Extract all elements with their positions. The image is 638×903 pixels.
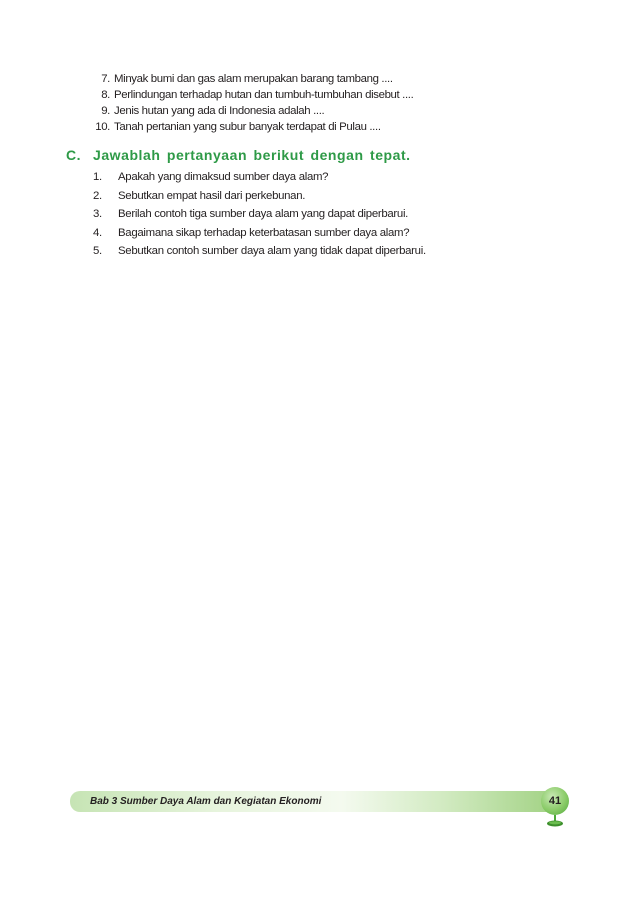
globe-stand-icon bbox=[546, 815, 564, 827]
page-number: 41 bbox=[548, 795, 562, 807]
section-title: Jawablah pertanyaan berikut dengan tepat. bbox=[93, 147, 411, 163]
item-number: 7. bbox=[101, 73, 110, 85]
list-item bbox=[84, 119, 413, 135]
section-letter: C. bbox=[66, 147, 82, 163]
item-number: 8. bbox=[101, 89, 110, 101]
item-text: Bagaimana sikap terhadap keterbatasan sumber daya alam? bbox=[118, 226, 410, 239]
item-number: 2. bbox=[93, 189, 102, 202]
item-number: 4. bbox=[93, 226, 102, 239]
item-text: Tanah pertanian yang subur banyak terdapat di Pulau .... bbox=[114, 121, 381, 133]
item-number: 1. bbox=[93, 171, 102, 183]
item-number: 3. bbox=[93, 208, 102, 220]
item-text: Apakah yang dimaksud sumber daya alam? bbox=[118, 171, 329, 183]
section-c-heading bbox=[66, 147, 411, 163]
question-list-continued bbox=[84, 71, 413, 135]
item-text: Sebutkan empat hasil dari perkebunan. bbox=[118, 189, 306, 202]
item-text: Sebutkan contoh sumber daya alam yang tidak dapat diperbarui. bbox=[118, 245, 426, 257]
globe-icon bbox=[541, 787, 569, 815]
item-text: Berilah contoh tiga sumber daya alam yang dapat diperbarui. bbox=[118, 208, 409, 220]
item-text: Minyak bumi dan gas alam merupakan barang tambang .... bbox=[114, 73, 393, 85]
list-item bbox=[93, 205, 426, 224]
list-item bbox=[93, 187, 426, 206]
list-item bbox=[93, 224, 426, 243]
essay-question-list bbox=[93, 168, 426, 261]
list-item bbox=[84, 103, 413, 119]
item-number: 10. bbox=[95, 121, 110, 133]
item-number: 5. bbox=[93, 245, 102, 257]
list-item bbox=[93, 242, 426, 261]
list-item bbox=[84, 71, 413, 87]
page-footer bbox=[70, 787, 570, 827]
chapter-title: Bab 3 Sumber Daya Alam dan Kegiatan Ekonomi bbox=[90, 796, 322, 807]
item-text: Perlindungan terhadap hutan dan tumbuh-tumbuhan disebut .... bbox=[114, 89, 414, 101]
list-item bbox=[93, 168, 426, 187]
item-number: 9. bbox=[101, 105, 110, 117]
list-item bbox=[84, 87, 413, 103]
item-text: Jenis hutan yang ada di Indonesia adalah .... bbox=[114, 105, 325, 117]
